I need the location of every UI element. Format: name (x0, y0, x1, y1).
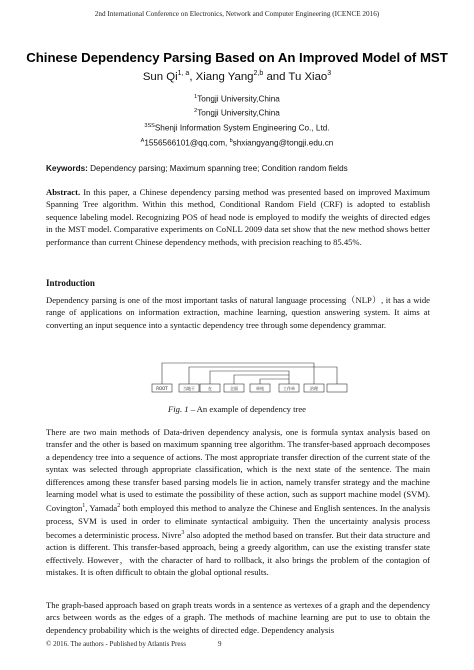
author-1: Sun Qi (142, 70, 178, 83)
tree-node-label: 治理 (310, 386, 318, 391)
body-paragraph-methods: There are two main methods of Data-driven dependency analysis, one is formula syntax analysis based on transfer and the other is based on maximum spanning tree algorithm. The transfer-based approach decomposes a dependency tree into a sequence of actions. The most appropriate transfer direction of the current state of the syntax was selected through appropriate classification, which is the next state of the sentence. The main differences among these transfer based parsing models lie in action, namely transfer strategy and the machine learning model what is used to estimate the possibility of these action, such as support machine model (SVM). Covington$^1$, Yamada$^2$ both employed this method to analyze the Chinese and English sentences. In the analysis process, SVM is used in order to eliminate syntactical ambiguity. Then the uncertainty analysis process becomes a deterministic process. Nivre$^3$ also adopted the method based on transfer. But their data structure and action is different. This transfer-based approach, being a greedy algorithm, can use the existing transfer state effectively. However，with the character of hard to rollback, it also brings the problem of the contagion of mistakes. It is often difficult to obtain the global optional results. (46, 427, 430, 578)
keywords (46, 164, 430, 173)
footer-copyright: © 2016. The authors - Published by Atlantis Press (46, 640, 186, 648)
affiliation-2: $^2$Tongji University,China (194, 108, 280, 118)
tree-node-label: 全面 (230, 386, 238, 391)
page-number: 9 (218, 640, 222, 648)
abstract (46, 186, 430, 248)
abstract-text: In this paper, a Chinese dependency parsing method was presented based on improved Maximum Spanning Tree algorithm. Within this method, Conditional Random Field (CRF) is adopted to establish sequence labeling model. Recognizing POS of head node is employed to modify the weights of directed edges in the MST model. Comparative experiments on CoNLL 2009 data set show that the new method shows better performance than current Chinese dependency methods, with precision reaching to 85.45%. (46, 187, 430, 247)
abstract-label: Abstract. (46, 187, 81, 197)
body-paragraph-graph: The graph-based approach based on graph treats words in a sentence as vertexes of a graph and the dependency arcs between words as the edges of a graph. The methods of machine learning are put to use to obtain the dependency probability which is the weights of directed edge. Dependency analysis (46, 600, 430, 635)
author-2: Xiang Yang (195, 70, 254, 83)
affiliation-1: $^1$Tongji University,China (194, 94, 280, 104)
tree-node-box (327, 384, 347, 392)
figure-caption (0, 404, 474, 414)
author-2-sup: 2,b (253, 70, 264, 77)
author-3-sup: 3 (327, 70, 332, 77)
page-footer (46, 640, 430, 648)
keywords-label: Keywords: (46, 164, 88, 173)
figure-caption-text: – An example of dependency tree (188, 404, 306, 414)
dependency-tree-figure (150, 355, 350, 395)
tree-node-label: 在 (208, 386, 212, 391)
author-and: and (266, 70, 286, 83)
section-heading-introduction: Introduction (46, 278, 95, 288)
affiliation-3: $^{3SS}$Shenji Information System Engineering Co., Ltd. (144, 123, 330, 133)
tree-node-label: 单纯 (256, 386, 264, 391)
tree-node-label: 工作单 (283, 386, 295, 391)
tree-node-label: ROOT (156, 386, 168, 391)
author-line: Sun Qi$^{1, a}$, Xiang Yang$^{2,b}$ and Tu Xiao$^3$ (142, 70, 332, 83)
tree-node-label: 当地干 (183, 386, 195, 391)
paper-title: Chinese Dependency Parsing Based on An Improved Model of MST (26, 50, 448, 65)
figure-caption-label: Fig. 1 (168, 404, 189, 414)
author-3: Tu Xiao (288, 70, 328, 83)
keywords-text: Dependency parsing; Maximum spanning tree; Condition random fields (90, 164, 348, 173)
conference-header: 2nd International Conference on Electronics, Network and Computer Engineering (ICENCE 2016) (94, 10, 380, 18)
affiliation-emails: $^A$1556566101@qq.com, $^b$shxiangyang@tongji.edu.cn (140, 138, 334, 148)
author-1-sup: 1, a (177, 70, 190, 77)
intro-paragraph: Dependency parsing is one of the most important tasks of natural language processing（NLP）, it has a wide range of applications on information extraction, machine learning, question answering system. It aims at converting an input sequence into a syntactic dependency tree through some dependency grammar. (46, 295, 430, 330)
